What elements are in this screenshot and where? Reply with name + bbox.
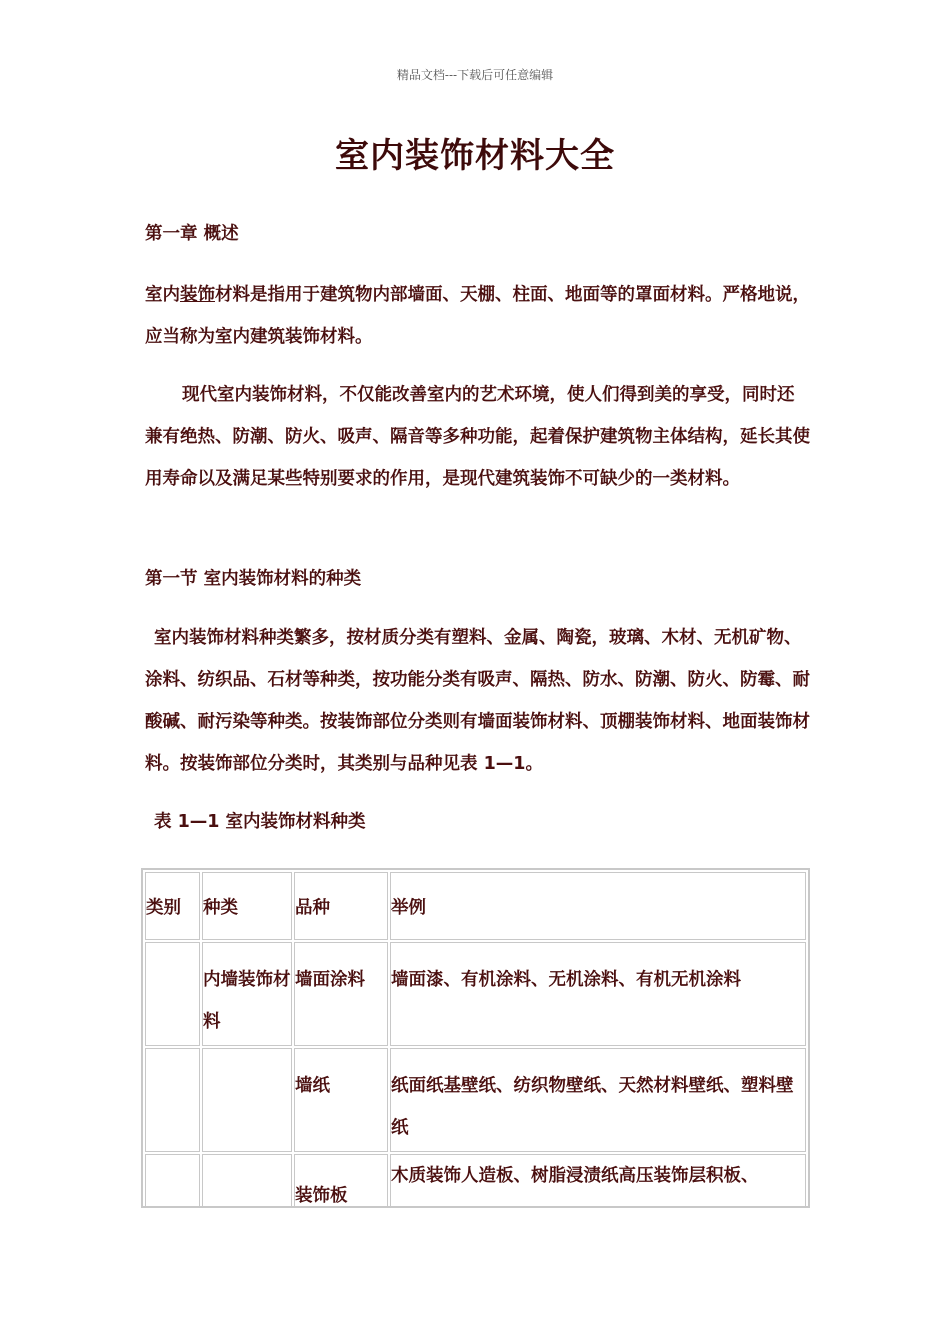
chapter-heading: 第一章 概述 — [145, 224, 239, 244]
header-cell-type: 种类 — [202, 872, 292, 940]
table-cell — [202, 1048, 292, 1152]
table-cell: 墙面漆、有机涂料、无机涂料、有机无机涂料 — [390, 942, 806, 1046]
table-caption: 表 1—1 室内装饰材料种类 — [154, 812, 366, 832]
document-title: 室内装饰材料大全 — [335, 136, 615, 176]
header-cell-category: 类别 — [145, 872, 200, 940]
table-cell — [145, 942, 200, 1046]
header-cell-variety: 品种 — [294, 872, 388, 940]
materials-table — [141, 868, 810, 1208]
table-cell — [145, 1048, 200, 1152]
table-cell: 纸面纸基壁纸、纺织物壁纸、天然材料壁纸、塑料壁纸 — [390, 1048, 806, 1152]
table-row — [145, 1154, 806, 1208]
table-cell: 墙纸 — [294, 1048, 388, 1152]
page-header: 精品文档---下载后可任意编辑 — [396, 68, 554, 82]
material-types-paragraph: 室内装饰材料种类繁多，按材质分类有塑料、金属、陶瓷，玻璃、木材、无机矿物、涂料、纺织品、石材等种类，按功能分类有吸声、隔热、防水、防潮、防火、防霉、耐酸碱、耐污染等种类。按装饰部位分类则有墙面装饰材料、顶棚装饰材料、地面装饰材料。按装饰部位分类时，其类别与品种见表 1—1。 — [145, 628, 810, 774]
table-cell: 墙面涂料 — [294, 942, 388, 1046]
intro-text-after: 材料是指用于建筑物内部墙面、天棚、柱面、地面等的罩面材料。严格地说，应当称为室内建筑装饰材料。 — [145, 285, 810, 347]
table-cell — [202, 1154, 292, 1208]
table-cell — [145, 1154, 200, 1208]
section-heading: 第一节 室内装饰材料的种类 — [145, 569, 362, 589]
modern-materials-paragraph: 现代室内装饰材料，不仅能改善室内的艺术环境，使人们得到美的享受，同时还兼有绝热、防潮、防火、吸声、隔音等多种功能，起着保护建筑物主体结构，延长其使用寿命以及满足某些特别要求的作用，是现代建筑装饰不可缺少的一类材料。 — [145, 385, 810, 489]
intro-paragraph — [145, 274, 810, 358]
header-cell-example: 举例 — [390, 872, 806, 940]
intro-text-before: 室内 — [145, 285, 180, 305]
table-cell: 内墙装饰材料 — [202, 942, 292, 1046]
table-cell: 木质装饰人造板、树脂浸渍纸高压装饰层积板、 — [390, 1154, 806, 1208]
table-header-row — [145, 872, 806, 940]
table-row — [145, 942, 806, 1046]
table-cell: 装饰板 — [294, 1154, 388, 1208]
decoration-link[interactable]: 装饰 — [180, 285, 215, 305]
table-row — [145, 1048, 806, 1152]
